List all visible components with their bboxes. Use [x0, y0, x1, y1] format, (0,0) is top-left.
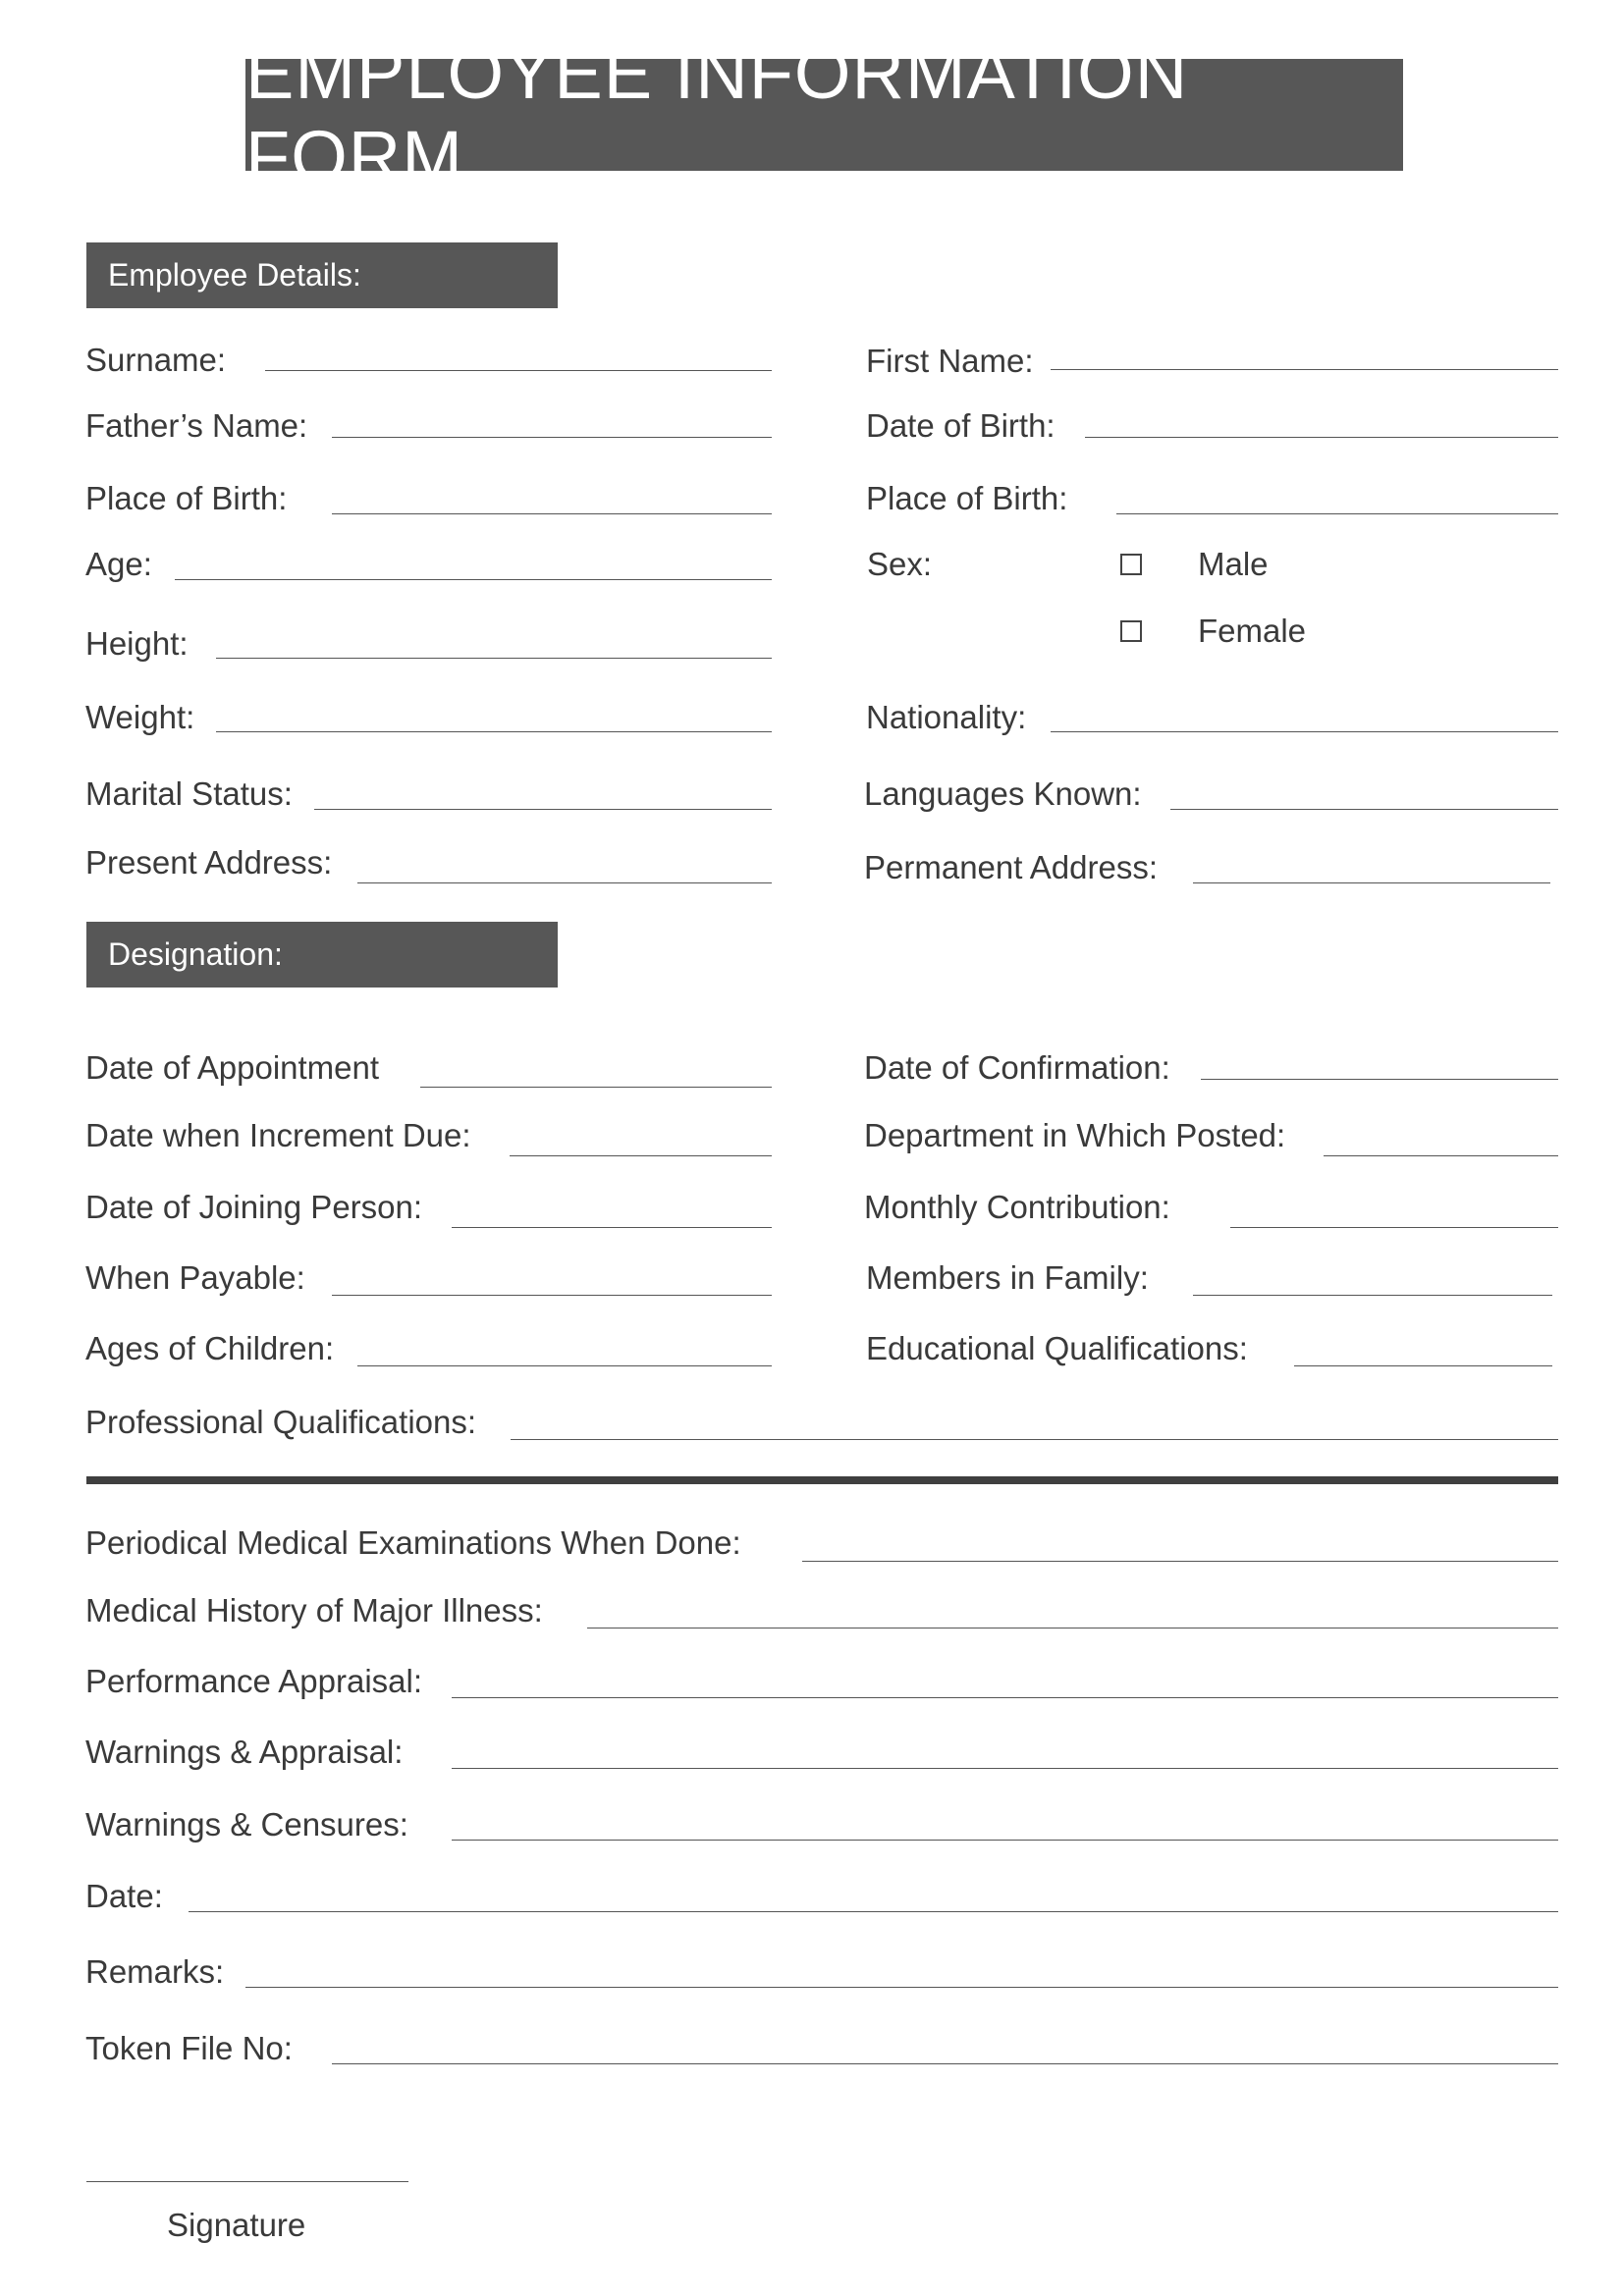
nationality-input[interactable] — [1051, 731, 1558, 732]
when-payable-label: When Payable: — [85, 1259, 305, 1296]
warnings-appraisal-input[interactable] — [452, 1768, 1558, 1769]
present-address-label: Present Address: — [85, 844, 333, 881]
form-title: EMPLOYEE INFORMATION FORM — [245, 59, 1403, 171]
performance-appraisal-label: Performance Appraisal: — [85, 1663, 423, 1699]
token-file-no-label: Token File No: — [85, 2030, 293, 2066]
fathers-name-label: Father’s Name: — [85, 407, 308, 444]
professional-qualifications-input[interactable] — [511, 1439, 1558, 1440]
signature-line[interactable] — [86, 2181, 408, 2182]
date-joining-person-input[interactable] — [452, 1227, 772, 1228]
section-divider — [86, 1476, 1558, 1484]
age-input[interactable] — [175, 579, 772, 580]
date-of-confirmation-label: Date of Confirmation: — [864, 1049, 1170, 1086]
place-of-birth-right-input[interactable] — [1116, 513, 1558, 514]
monthly-contribution-input[interactable] — [1230, 1227, 1558, 1228]
male-checkbox[interactable] — [1120, 554, 1142, 575]
languages-known-input[interactable] — [1170, 809, 1558, 810]
warnings-censures-label: Warnings & Censures: — [85, 1806, 408, 1842]
department-posted-input[interactable] — [1324, 1155, 1558, 1156]
members-in-family-input[interactable] — [1193, 1295, 1552, 1296]
ages-of-children-input[interactable] — [357, 1365, 772, 1366]
section-designation: Designation: — [86, 922, 558, 988]
nationality-label: Nationality: — [866, 699, 1027, 735]
present-address-input[interactable] — [357, 882, 772, 883]
place-of-birth-right-label: Place of Birth: — [866, 480, 1068, 516]
date-increment-due-input[interactable] — [510, 1155, 772, 1156]
medical-history-label: Medical History of Major Illness: — [85, 1592, 543, 1629]
medical-examinations-label: Periodical Medical Examinations When Done: — [85, 1524, 741, 1561]
age-label: Age: — [85, 546, 152, 582]
surname-label: Surname: — [85, 342, 227, 378]
first-name-input[interactable] — [1051, 369, 1558, 370]
fathers-name-input[interactable] — [332, 437, 772, 438]
date-of-appointment-input[interactable] — [420, 1087, 772, 1088]
male-option-label: Male — [1198, 546, 1269, 582]
remarks-label: Remarks: — [85, 1953, 225, 1990]
place-of-birth-left-input[interactable] — [332, 513, 772, 514]
medical-history-input[interactable] — [587, 1628, 1558, 1629]
weight-input[interactable] — [216, 731, 772, 732]
date-increment-due-label: Date when Increment Due: — [85, 1117, 471, 1153]
permanent-address-label: Permanent Address: — [864, 849, 1158, 885]
performance-appraisal-input[interactable] — [452, 1697, 1558, 1698]
date-of-birth-input[interactable] — [1085, 437, 1558, 438]
date-of-appointment-label: Date of Appointment — [85, 1049, 380, 1086]
educational-qualifications-input[interactable] — [1294, 1365, 1552, 1366]
date-label: Date: — [85, 1878, 163, 1914]
warnings-censures-input[interactable] — [452, 1840, 1558, 1841]
first-name-label: First Name: — [866, 343, 1034, 379]
signature-label: Signature — [167, 2207, 306, 2243]
ages-of-children-label: Ages of Children: — [85, 1330, 335, 1366]
warnings-appraisal-label: Warnings & Appraisal: — [85, 1734, 404, 1770]
medical-examinations-input[interactable] — [802, 1561, 1558, 1562]
when-payable-input[interactable] — [332, 1295, 772, 1296]
section-employee-details: Employee Details: — [86, 242, 558, 308]
date-joining-person-label: Date of Joining Person: — [85, 1189, 423, 1225]
date-of-confirmation-input[interactable] — [1201, 1079, 1558, 1080]
place-of-birth-left-label: Place of Birth: — [85, 480, 288, 516]
date-input[interactable] — [189, 1911, 1558, 1912]
professional-qualifications-label: Professional Qualifications: — [85, 1404, 477, 1440]
height-input[interactable] — [216, 658, 772, 659]
members-in-family-label: Members in Family: — [866, 1259, 1149, 1296]
department-posted-label: Department in Which Posted: — [864, 1117, 1286, 1153]
remarks-input[interactable] — [245, 1987, 1558, 1988]
monthly-contribution-label: Monthly Contribution: — [864, 1189, 1170, 1225]
permanent-address-input[interactable] — [1193, 882, 1550, 883]
height-label: Height: — [85, 625, 189, 662]
weight-label: Weight: — [85, 699, 195, 735]
marital-status-label: Marital Status: — [85, 775, 293, 812]
surname-input[interactable] — [265, 370, 772, 371]
female-option-label: Female — [1198, 613, 1307, 649]
educational-qualifications-label: Educational Qualifications: — [866, 1330, 1248, 1366]
marital-status-input[interactable] — [314, 809, 772, 810]
sex-label: Sex: — [867, 546, 933, 582]
female-checkbox[interactable] — [1120, 620, 1142, 642]
languages-known-label: Languages Known: — [864, 775, 1142, 812]
date-of-birth-label: Date of Birth: — [866, 407, 1056, 444]
token-file-no-input[interactable] — [332, 2063, 1558, 2064]
